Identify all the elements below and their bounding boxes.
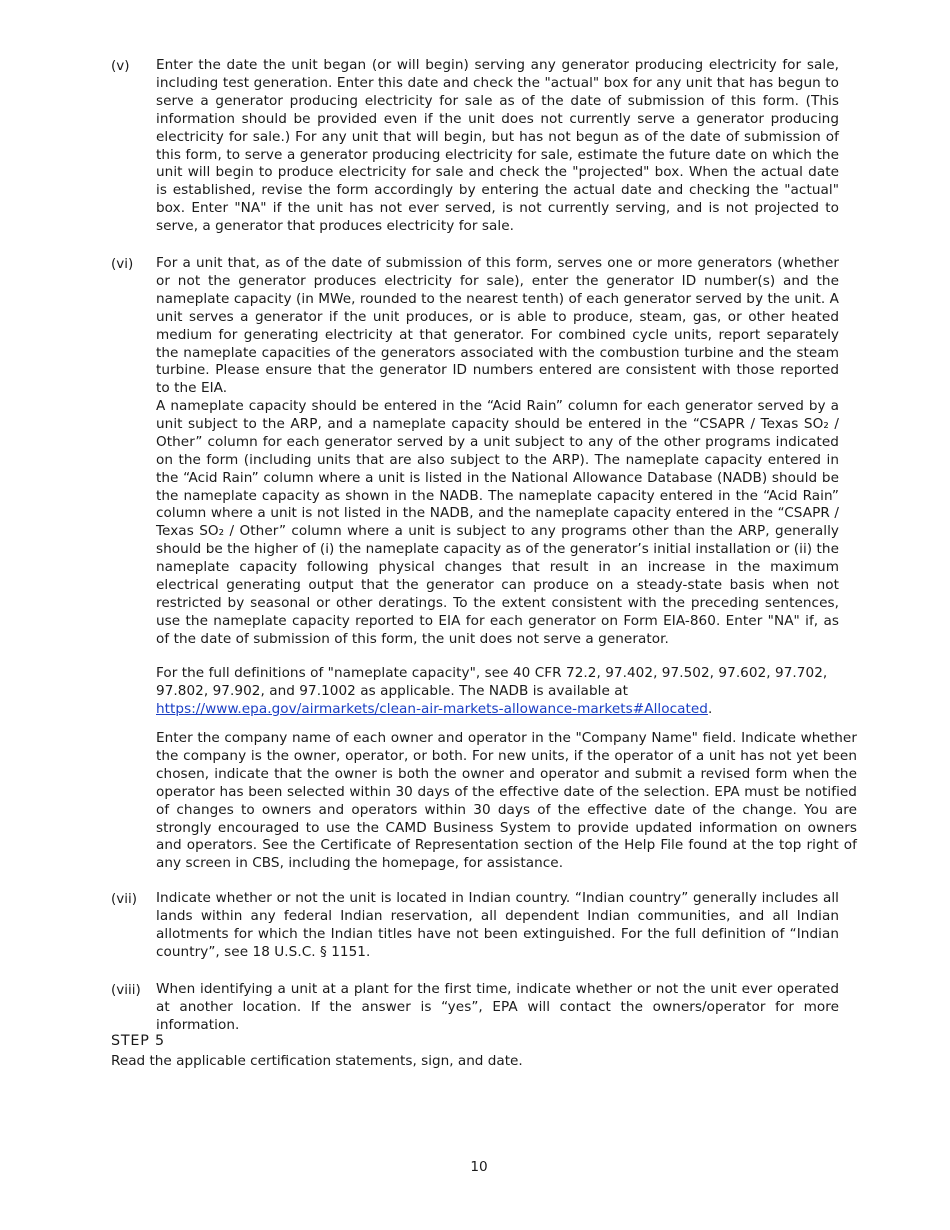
nameplate-paragraph (156, 398, 839, 649)
item-number: (vi) (111, 256, 134, 272)
company-text: Enter the company name of each owner and operator in the "Company Name" field. Indicate whether the company is the owner, operator, or both. For new units, if the operator of a unit has not yet been chosen, indicate that the owner is both the owner and operator and submit a revised form when the operator has been selected within 30 days of the effective date of the selection. EPA must be notified of changes to owners and operators within 30 days of the effective date of the change. You are strongly encouraged to use the CAMD Business System to provide updated information on owners and operators. See the Certificate of Representation section of the Help File found at the top right of any screen in CBS, including the homepage, for assistance. (156, 730, 857, 872)
nadb-link[interactable]: https://www.epa.gov/airmarkets/clean-air-markets-allowance-markets#Allocated (156, 700, 708, 717)
item-vii (111, 890, 839, 962)
definitions-paragraph (156, 665, 839, 719)
page-number: 10 (470, 1159, 488, 1175)
step-title: STEP 5 (111, 1033, 165, 1049)
item-paragraph: Enter the date the unit began (or will begin) serving any generator producing electricity for sale, including test generation. Enter this date and check the "actual" box for any unit that has begun to serve a generator producing electricity for sale as of the date of submission of this form. (This information should be provided even if the unit does not currently serve a generator producing electricity for sale.) For any unit that will begin, but has not begun as of the date of submission of this form, to serve a generator producing electricity for sale, estimate the future date on which the unit will begin to produce electricity for sale and check the "projected" box. When the actual date is established, revise the form accordingly by entering the actual date and checking the "actual" box. Enter "NA" if the unit has not ever served, is not currently serving, and is not projected to serve, a generator that produces electricity for sale. (156, 57, 839, 235)
item-paragraph: A nameplate capacity should be entered in the “Acid Rain” column for each generator served by a unit subject to the ARP, and a nameplate capacity should be entered in the “CSAPR / Texas SO₂ / Other” column for each generator served by a unit subject to any of the other programs indicated on the form (including units that are also subject to the ARP). The nameplate capacity entered in the “Acid Rain” column where a unit is listed in the National Allowance Database (NADB) should be the nameplate capacity as shown in the NADB. The nameplate capacity entered in the “Acid Rain” column where a unit is not listed in the NADB, and the nameplate capacity entered in the “CSAPR / Texas SO₂ / Other” column where a unit is subject to any programs other than the ARP, generally should be the higher of (i) the nameplate capacity as of the generator’s initial installation or (ii) the nameplate capacity following physical changes that result in an increase in the maximum electrical generating output that the generator can produce on a steady-state basis when not restricted by seasonal or other deratings. To the extent consistent with the preceding sentences, use the nameplate capacity reported to EIA for each generator on Form EIA-860. Enter "NA" if, as of the date of submission of this form, the unit does not serve a generator. (156, 398, 839, 647)
item-paragraph: For a unit that, as of the date of submission of this form, serves one or more generators (whether or not the generator produces electricity for sale), enter the generator ID number(s) and the nameplate capacity (in MWe, rounded to the nearest tenth) of each generator served by the unit. A unit serves a generator if the unit produces, or is able to produce, steam, gas, or other heated medium for generating electricity at that generator. For combined cycle units, report separately the nameplate capacities of the generators associated with the combustion turbine and the steam turbine. Please ensure that the generator ID numbers entered are consistent with those reported to the EIA. (156, 255, 839, 397)
item-number: (viii) (111, 982, 141, 998)
item-viii (111, 981, 839, 1035)
step-text: Read the applicable certification statements, sign, and date. (111, 1053, 523, 1069)
item-v (111, 57, 839, 236)
item-vi (111, 255, 839, 398)
definitions-end: . (707, 700, 713, 717)
item-paragraph: Indicate whether or not the unit is located in Indian country. “Indian country” generally includes all lands within any federal Indian reservation, all dependent Indian communities, and all Indian allotments for which the Indian titles have not been extinguished. For the full definition of “Indian country”, see 18 U.S.C. § 1151. (156, 890, 839, 960)
item-number: (v) (111, 58, 130, 74)
item-paragraph: When identifying a unit at a plant for the first time, indicate whether or not the unit ever operated at another location. If the answer is “yes”, EPA will contact the owners/operator for more information. (156, 981, 839, 1033)
definitions-text: For the full definitions of "nameplate capacity", see 40 CFR 72.2, 97.402, 97.502, 97.602, 97.702, 97.802, 97.902, and 97.1002 as applicable. The NADB is available at (156, 665, 828, 699)
item-number: (vii) (111, 891, 138, 907)
company-paragraph (156, 730, 857, 873)
